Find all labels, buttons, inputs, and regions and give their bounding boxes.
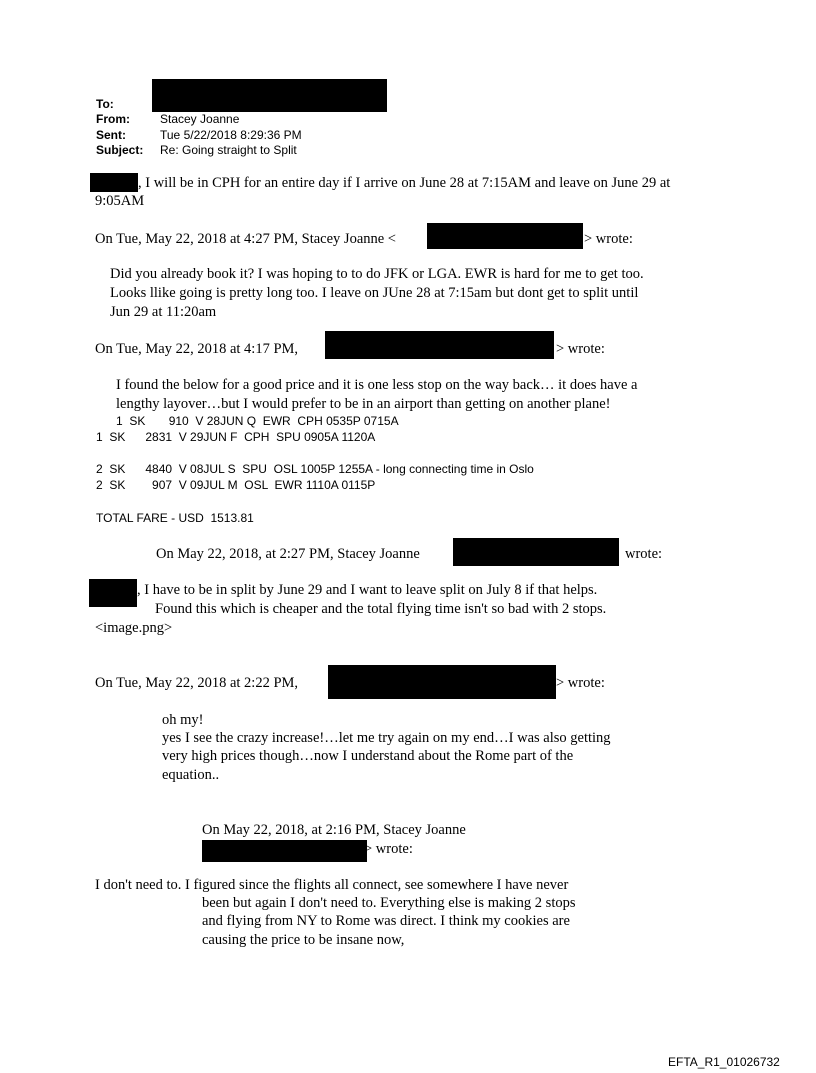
flight-row: 1 SK 2831 V 29JUN F CPH SPU 0905A 1120A	[96, 430, 376, 444]
redaction-bar	[325, 331, 554, 359]
quote-line: Jun 29 at 11:20am	[110, 304, 217, 320]
sent-label: Sent:	[96, 128, 126, 142]
quote-attribution-suffix: > wrote:	[556, 675, 605, 691]
sent-value: Tue 5/22/2018 8:29:36 PM	[160, 128, 302, 142]
quote-attribution-suffix: > wrote:	[364, 841, 413, 857]
subject-value: Re: Going straight to Split	[160, 143, 297, 157]
quote-line: , I have to be in split by June 29 and I want to leave split on July 8 if that helps.	[137, 582, 598, 598]
redaction-bar	[152, 79, 387, 112]
quote-attribution: On May 22, 2018, at 2:27 PM, Stacey Joanne	[156, 546, 420, 562]
attachment-placeholder: <image.png>	[95, 620, 173, 636]
from-value: Stacey Joanne	[160, 112, 240, 126]
quote-attribution-suffix: wrote:	[625, 546, 663, 562]
quote-line: equation..	[162, 767, 220, 783]
quote-line: Found this which is cheaper and the total flying time isn't so bad with 2 stops.	[155, 601, 607, 617]
subject-label: Subject:	[96, 143, 144, 157]
quote-attribution: On Tue, May 22, 2018 at 4:27 PM, Stacey Joanne <	[95, 231, 396, 247]
from-label: From:	[96, 112, 130, 126]
flight-row: 2 SK 907 V 09JUL M OSL EWR 1110A 0115P	[96, 478, 376, 492]
quote-line: and flying from NY to Rome was direct. I think my cookies are	[202, 913, 570, 929]
quote-attribution: On May 22, 2018, at 2:16 PM, Stacey Joanne	[202, 822, 466, 838]
redaction-bar	[453, 538, 619, 566]
quote-attribution-suffix: > wrote:	[556, 341, 605, 357]
reply-line: , I will be in CPH for an entire day if I arrive on June 28 at 7:15AM and leave on June 29 at	[138, 175, 671, 191]
reply-line: 9:05AM	[95, 193, 145, 209]
quote-line: very high prices though…now I understand about the Rome part of the	[162, 748, 574, 764]
quote-attribution-suffix: > wrote:	[584, 231, 633, 247]
quote-line: been but again I don't need to. Everything else is making 2 stops	[202, 895, 576, 911]
total-fare: TOTAL FARE - USD 1513.81	[96, 511, 254, 525]
quote-line: causing the price to be insane now,	[202, 932, 405, 948]
document-id: EFTA_R1_01026732	[668, 1055, 780, 1069]
quote-line: Did you already book it? I was hoping to to do JFK or LGA. EWR is hard for me to get too.	[110, 266, 644, 282]
redaction-bar	[328, 665, 556, 699]
quote-line: I found the below for a good price and it is one less stop on the way back… it does have a	[116, 377, 638, 393]
quote-line: oh my!	[162, 712, 204, 728]
flight-row: 1 SK 910 V 28JUN Q EWR CPH 0535P 0715A	[116, 414, 399, 428]
quote-attribution: On Tue, May 22, 2018 at 4:17 PM,	[95, 341, 299, 357]
redaction-bar	[90, 173, 138, 192]
to-label: To:	[96, 97, 114, 111]
quote-line: Looks llike going is pretty long too. I leave on JUne 28 at 7:15am but dont get to split until	[110, 285, 639, 301]
quote-line: I don't need to. I figured since the flights all connect, see somewhere I have never	[95, 877, 569, 893]
redaction-bar	[202, 840, 367, 862]
quote-attribution: On Tue, May 22, 2018 at 2:22 PM,	[95, 675, 299, 691]
quote-line: lengthy layover…but I would prefer to be in an airport than getting on another plane!	[116, 396, 611, 412]
flight-row: 2 SK 4840 V 08JUL S SPU OSL 1005P 1255A - long connecting time in Oslo	[96, 462, 534, 476]
redaction-bar	[427, 223, 583, 249]
quote-line: yes I see the crazy increase!…let me try again on my end…I was also getting	[162, 730, 611, 746]
redaction-bar	[89, 579, 137, 607]
